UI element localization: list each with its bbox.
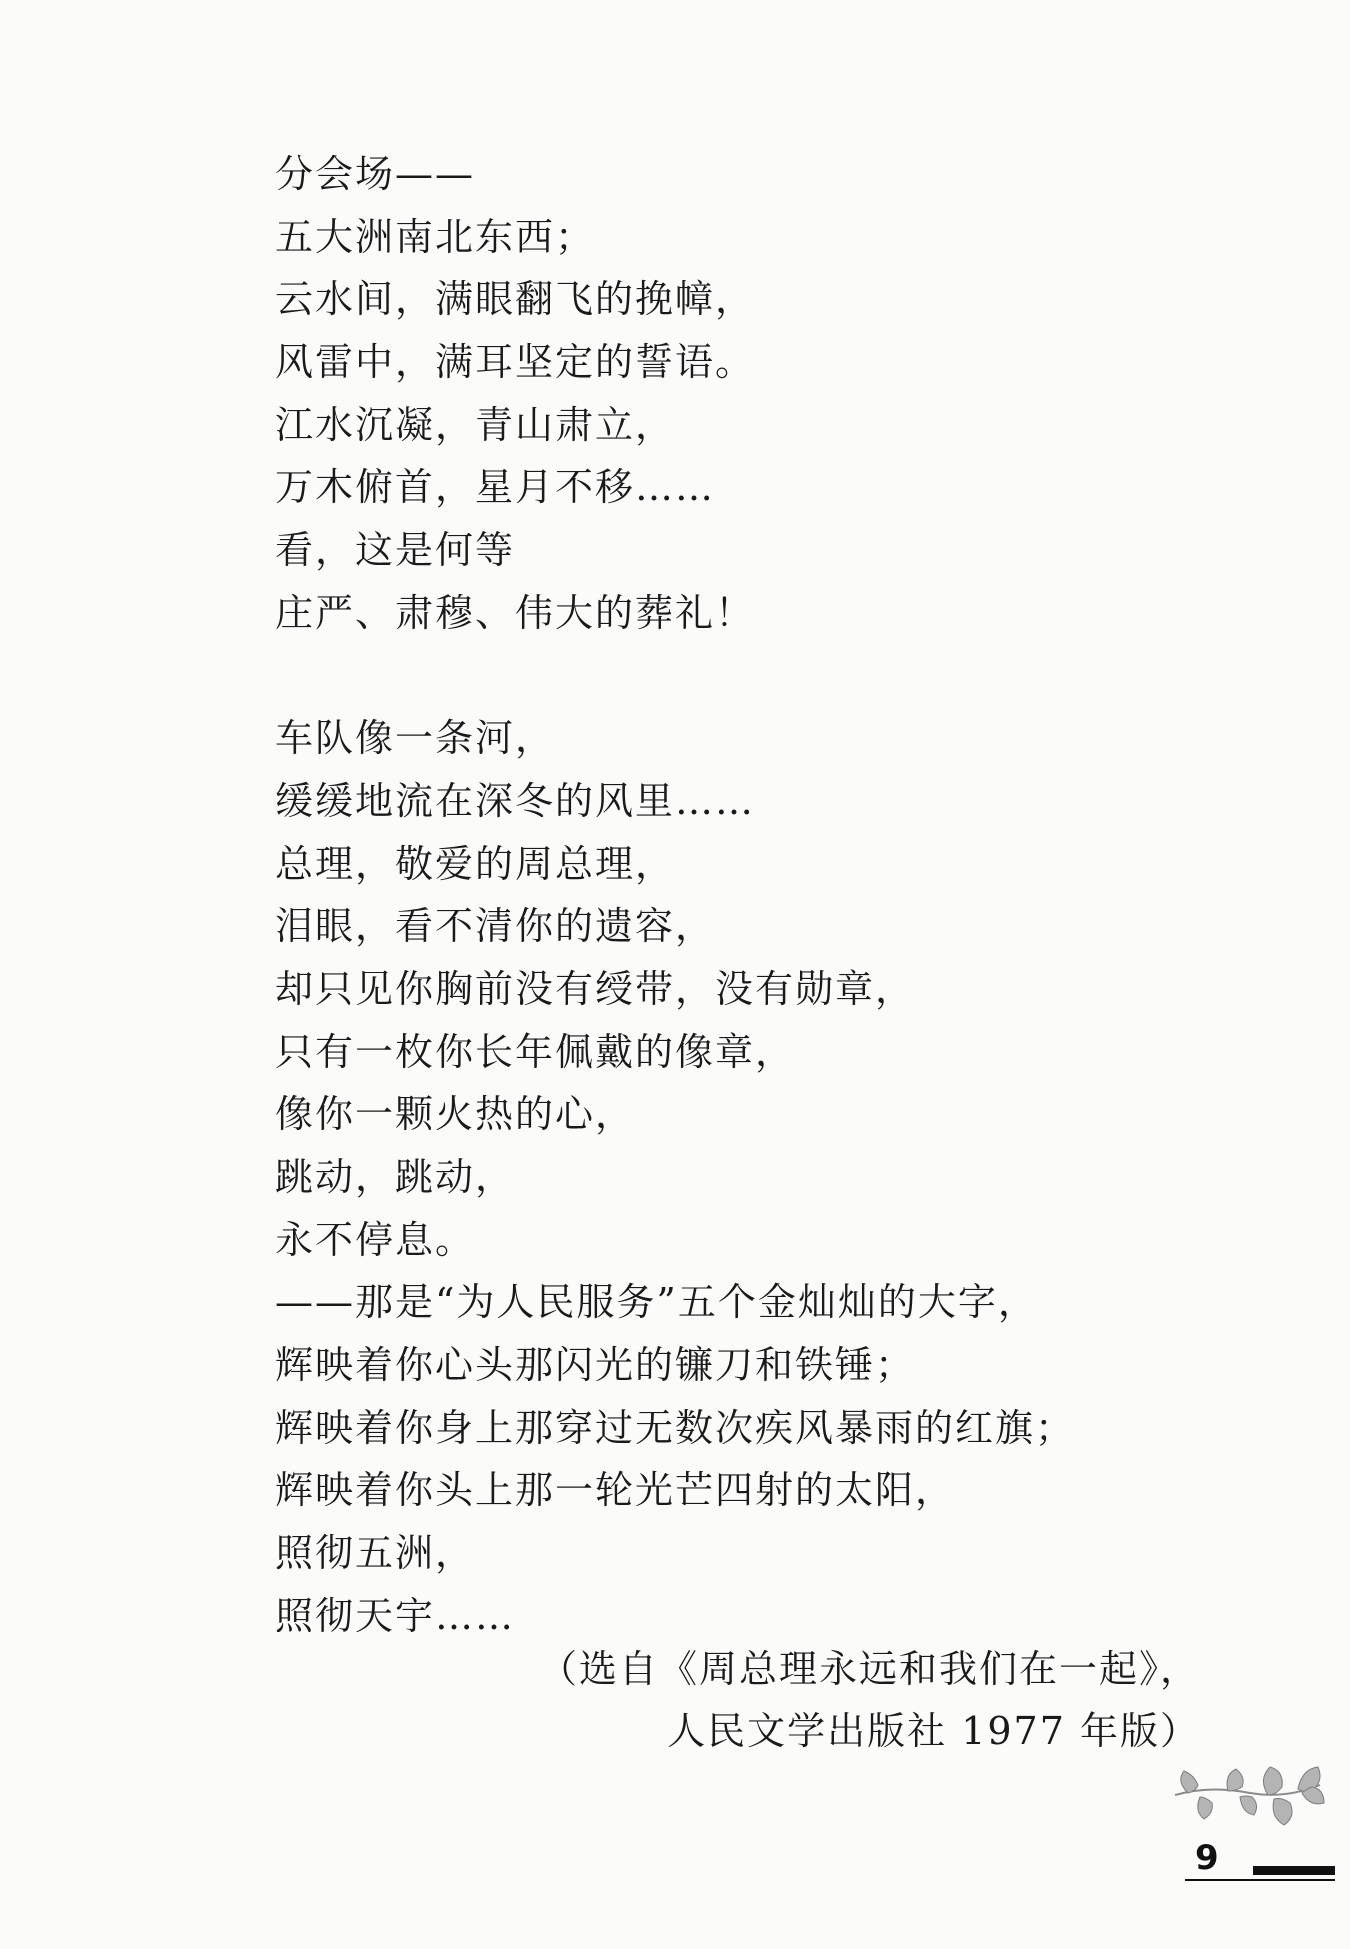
leaf-branch-icon xyxy=(1170,1755,1330,1844)
poem-line: 看，这是何等 xyxy=(275,528,516,573)
poem-line: 辉映着你身上那穿过无数次疾风暴雨的红旗； xyxy=(275,1405,1076,1450)
poem-line: 分会场—— xyxy=(275,152,476,196)
poem-line: 像你一颗火热的心， xyxy=(275,1092,636,1137)
poem-line: 辉映着你头上那一轮光芒四射的太阳， xyxy=(275,1468,956,1513)
source-citation xyxy=(539,1638,1200,1762)
page-number: 9 xyxy=(1195,1838,1219,1878)
page-number-underline xyxy=(1185,1879,1335,1881)
poem-line: 总理，敬爱的周总理， xyxy=(275,841,676,886)
poem-line: 跳动，跳动， xyxy=(275,1155,516,1199)
poem-line: 五大洲南北东西； xyxy=(275,214,596,259)
poem-line: 云水间，满眼翻飞的挽幛， xyxy=(275,277,756,322)
poem-line: 泪眼，看不清你的遗容， xyxy=(275,904,716,949)
poem-line: ——那是“为人民服务”五个金灿灿的大字， xyxy=(275,1280,1038,1325)
poem-text xyxy=(275,143,1175,1648)
citation-line: （选自《周总理永远和我们在一起》， xyxy=(538,1647,1200,1691)
poem-line: 江水沉凝，青山肃立， xyxy=(275,402,676,447)
page-number-bar xyxy=(1253,1866,1335,1875)
poem-line: 照彻五洲， xyxy=(275,1531,476,1576)
poem-line: 庄严、肃穆、伟大的葬礼！ xyxy=(275,590,756,635)
poem-line: 缓缓地流在深冬的风里…… xyxy=(275,778,756,823)
poem-line: 万木俯首，星月不移…… xyxy=(275,465,716,510)
poem-line: 照彻天宇…… xyxy=(275,1593,516,1638)
poem-line: 车队像一条河， xyxy=(275,716,556,761)
stanza-break xyxy=(275,645,1175,708)
poem-line: 只有一枚你长年佩戴的像章， xyxy=(275,1029,796,1074)
poem-line: 永不停息。 xyxy=(275,1217,476,1262)
poem-line: 却只见你胸前没有绶带，没有勋章， xyxy=(275,966,916,1011)
poem-line: 辉映着你心头那闪光的镰刀和铁锤； xyxy=(275,1343,916,1388)
poem-line: 风雷中，满耳坚定的誓语。 xyxy=(275,340,756,385)
citation-line: 人民文学出版社 1977 年版） xyxy=(667,1709,1200,1753)
